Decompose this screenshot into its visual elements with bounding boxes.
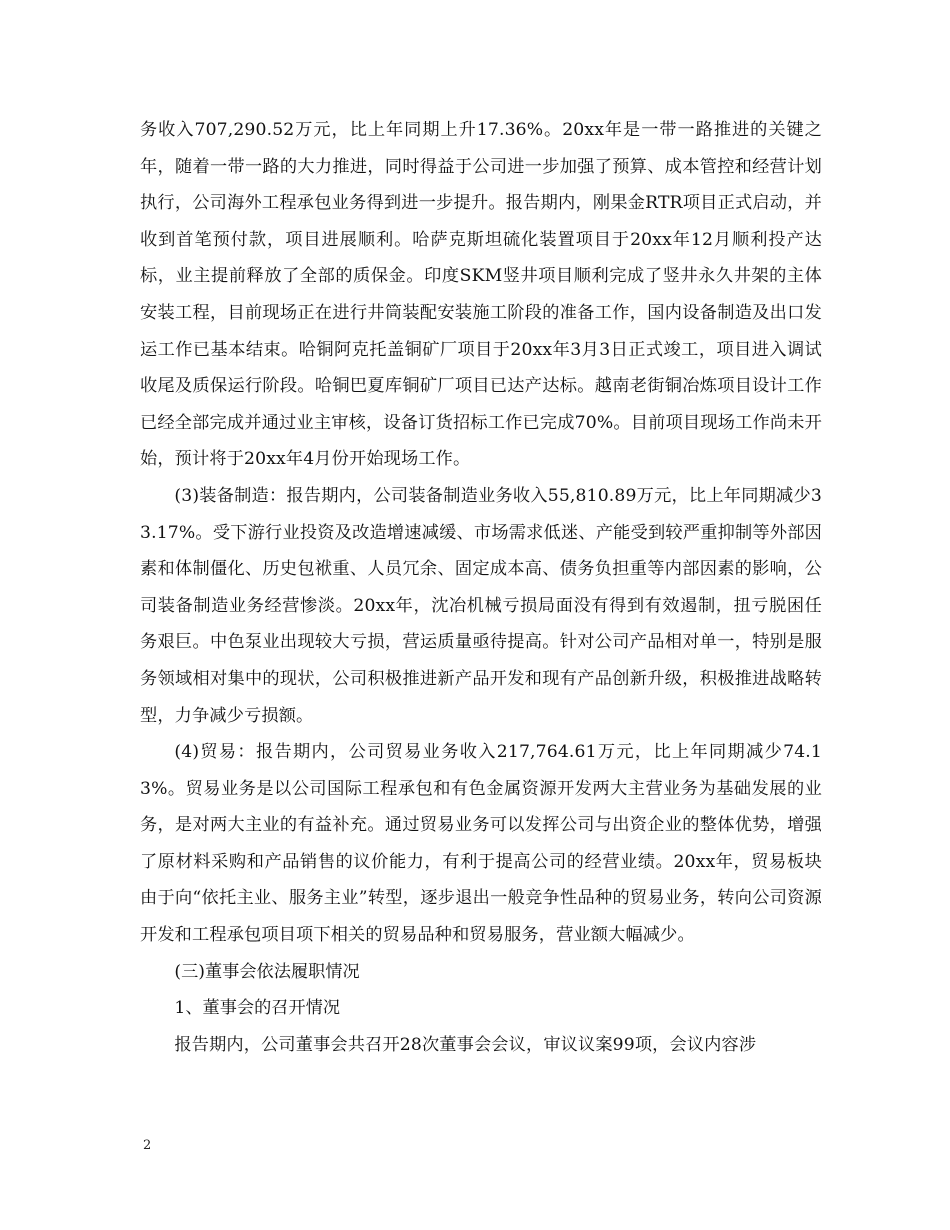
paragraph-overseas-engineering: 务收入707,290.52万元，比上年同期上升17.36%。20xx年是一带一路推进的关键之年，随着一带一路的大力推进，同时得益于公司进一步加强了预算、成本管控和经营计划执行，公司海外工程承包业务得到进一步提升。报告期内，刚果金RTR项目正式启动，并收到首笔预付款，项目进展顺利。哈萨克斯坦硫化装置项目于20xx年12月顺利投产达标，业主提前释放了全部的质保金。印度SKM竖井项目顺利完成了竖井永久井架的主体安装工程，目前现场正在进行井筒装配安装施工阶段的准备工作，国内设备制造及出口发运工作已基本结束。哈铜阿克托盖铜矿厂项目于20xx年3月3日正式竣工，项目进入调试收尾及质保运行阶段。哈铜巴夏库铜矿厂项目已达产达标。越南老街铜冶炼项目设计工作已经全部完成并通过业主审核，设备订货招标工作已完成70%。目前项目现场工作尚未开始，预计将于20xx年4月份开始现场工作。 [140,120,822,470]
paragraph-board-meetings: 报告期内，公司董事会共召开28次董事会会议，审议议案99项，会议内容涉 [174,1034,757,1055]
subsection-heading-meetings: 1、董事会的召开情况 [174,998,341,1019]
document-body [140,112,822,1063]
paragraph-equipment-manufacturing: (3)装备制造：报告期内，公司装备制造业务收入55,810.89万元，比上年同期减少33.17%。受下游行业投资及改造增速减缓、市场需求低迷、产能受到较严重抑制等外部因素和体制僵化、历史包袱重、人员冗余、固定成本高、债务负担重等内部因素的影响，公司装备制造业务经营惨淡。20xx年，沈冶机械亏损局面没有得到有效遏制，扭亏脱困任务艰巨。中色泵业出现较大亏损，营运质量亟待提高。针对公司产品相对单一，特别是服务领域相对集中的现状，公司积极推进新产品开发和现有产品创新升级，积极推进战略转型，力争减少亏损额。 [140,485,822,726]
paragraph-trade: (4)贸易：报告期内，公司贸易业务收入217,764.61万元，比上年同期减少74.13%。贸易业务是以公司国际工程承包和有色金属资源开发两大主营业务为基础发展的业务，是对两大主业的有益补充。通过贸易业务可以发挥公司与出资企业的整体优势，增强了原材料采购和产品销售的议价能力，有利于提高公司的经营业绩。20xx年，贸易板块由于向“依托主业、服务主业”转型，逐步退出一般竞争性品种的贸易业务，转向公司资源开发和工程承包项目项下相关的贸易品种和贸易服务，营业额大幅减少。 [140,742,822,946]
section-heading-board: (三)董事会依法履职情况 [174,961,360,982]
page-number: 2 [143,1138,152,1153]
